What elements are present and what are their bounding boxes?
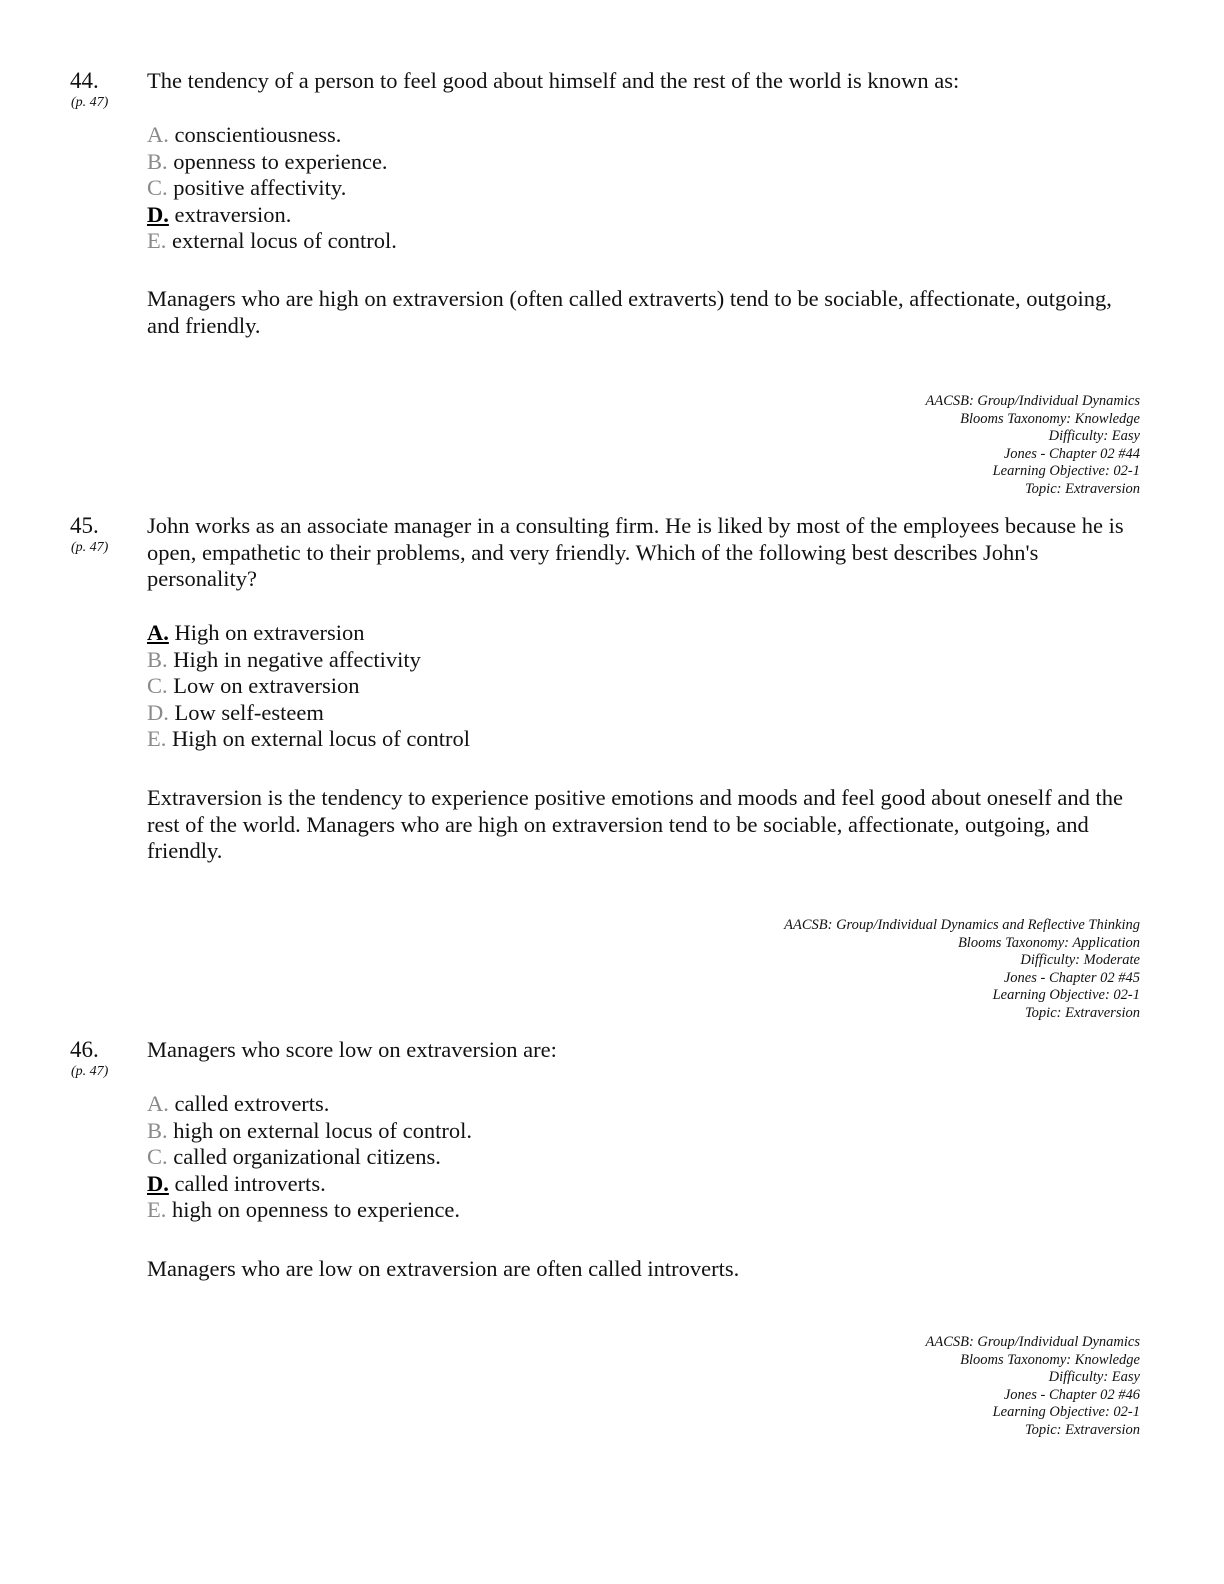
explanation-text: Extraversion is the tendency to experience positive emotions and moods and feel good about oneself and the rest of the world. Managers who are high on extraversion tend to be sociable, affectionate, outgoing, and friendly. [147, 785, 1123, 863]
option-text: openness to experience. [173, 148, 388, 174]
answer-option [147, 647, 470, 674]
question-number: 44. [70, 68, 99, 93]
meta-difficulty: Difficulty: Easy [1048, 428, 1140, 445]
question-number: 46. [70, 1037, 99, 1062]
meta-objective: Learning Objective: 02-1 [992, 463, 1140, 480]
answer-option [147, 1118, 472, 1145]
correct-option-letter: D. [147, 201, 169, 227]
answer-option [147, 228, 397, 255]
meta-blooms: Blooms Taxonomy: Knowledge [960, 410, 1140, 427]
explanation-text: Managers who are low on extraversion are often called introverts. [147, 1256, 740, 1281]
meta-aacsb: AACSB: Group/Individual Dynamics [925, 1334, 1140, 1350]
answer-option-correct [147, 202, 397, 229]
option-text: High on extraversion [174, 620, 365, 645]
option-letter: C. [147, 175, 168, 201]
question-text: Managers who score low on extraversion are: [147, 1037, 557, 1062]
option-text: High in negative affectivity [173, 646, 421, 672]
option-text: High on external locus of control [172, 726, 471, 752]
meta-topic: Topic: Extraversion [1024, 1421, 1140, 1438]
page-reference: (p. 47) [71, 540, 109, 555]
answer-option [147, 122, 397, 149]
option-text: called extroverts. [174, 1091, 330, 1116]
answer-option [147, 726, 470, 753]
option-text: high on openness to experience. [172, 1197, 461, 1223]
option-letter: E. [147, 726, 167, 752]
answer-option [147, 175, 397, 202]
option-text: called introverts. [174, 1170, 326, 1196]
meta-source: Jones - Chapter 02 #45 [1003, 969, 1140, 986]
option-letter: E. [147, 1197, 167, 1223]
meta-aacsb: AACSB: Group/Individual Dynamics and Reflective Thinking [784, 917, 1140, 933]
option-text: called organizational citizens. [173, 1144, 441, 1170]
question-number: 45. [70, 513, 99, 538]
answer-option-correct [147, 1171, 472, 1198]
option-letter: C. [147, 673, 168, 699]
question-metadata [925, 393, 1140, 499]
meta-topic: Topic: Extraversion [1024, 480, 1140, 497]
explanation-text: Managers who are high on extraversion (often called extraverts) tend to be sociable, affectionate, outgoing, and friendly. [147, 286, 1112, 338]
option-text: Low self-esteem [174, 699, 324, 725]
option-text: external locus of control. [172, 228, 397, 254]
option-letter: D. [147, 699, 169, 725]
answer-option [147, 700, 470, 727]
answer-options [147, 122, 397, 255]
question-metadata [784, 917, 1140, 1023]
answer-options [147, 1091, 472, 1224]
correct-option-letter: D. [147, 1170, 169, 1196]
meta-difficulty: Difficulty: Moderate [1020, 952, 1140, 969]
question-metadata [925, 1334, 1140, 1440]
option-letter: B. [147, 646, 168, 672]
option-text: conscientiousness. [174, 122, 342, 147]
answer-option [147, 149, 397, 176]
option-text: Low on extraversion [173, 673, 360, 699]
answer-option [147, 1144, 472, 1171]
option-letter: B. [147, 1117, 168, 1143]
meta-blooms: Blooms Taxonomy: Knowledge [960, 1351, 1140, 1368]
meta-objective: Learning Objective: 02-1 [992, 1404, 1140, 1421]
answer-option [147, 673, 470, 700]
page-reference: (p. 47) [71, 95, 109, 110]
option-text: high on external locus of control. [173, 1117, 472, 1143]
option-text: extraversion. [174, 201, 292, 227]
option-letter: B. [147, 148, 168, 174]
answer-options [147, 620, 470, 753]
meta-source: Jones - Chapter 02 #44 [1003, 445, 1140, 462]
option-letter: E. [147, 228, 167, 254]
meta-aacsb: AACSB: Group/Individual Dynamics [925, 393, 1140, 409]
answer-option-correct [147, 620, 470, 647]
meta-difficulty: Difficulty: Easy [1048, 1369, 1140, 1386]
meta-objective: Learning Objective: 02-1 [992, 987, 1140, 1004]
answer-option [147, 1197, 472, 1224]
meta-blooms: Blooms Taxonomy: Application [957, 934, 1140, 951]
meta-topic: Topic: Extraversion [1024, 1004, 1140, 1021]
option-letter: A. [147, 1091, 169, 1116]
question-text: John works as an associate manager in a consulting firm. He is liked by most of the employees because he is open, empathetic to their problems, and very friendly. Which of the following best describes John's personality? [147, 513, 1124, 591]
answer-option [147, 1091, 472, 1118]
page-reference: (p. 47) [71, 1064, 109, 1079]
question-text: The tendency of a person to feel good about himself and the rest of the world is known as: [147, 68, 960, 93]
option-letter: C. [147, 1144, 168, 1170]
option-letter: A. [147, 122, 169, 147]
correct-option-letter: A. [147, 620, 169, 645]
option-text: positive affectivity. [173, 175, 347, 201]
meta-source: Jones - Chapter 02 #46 [1003, 1386, 1140, 1403]
